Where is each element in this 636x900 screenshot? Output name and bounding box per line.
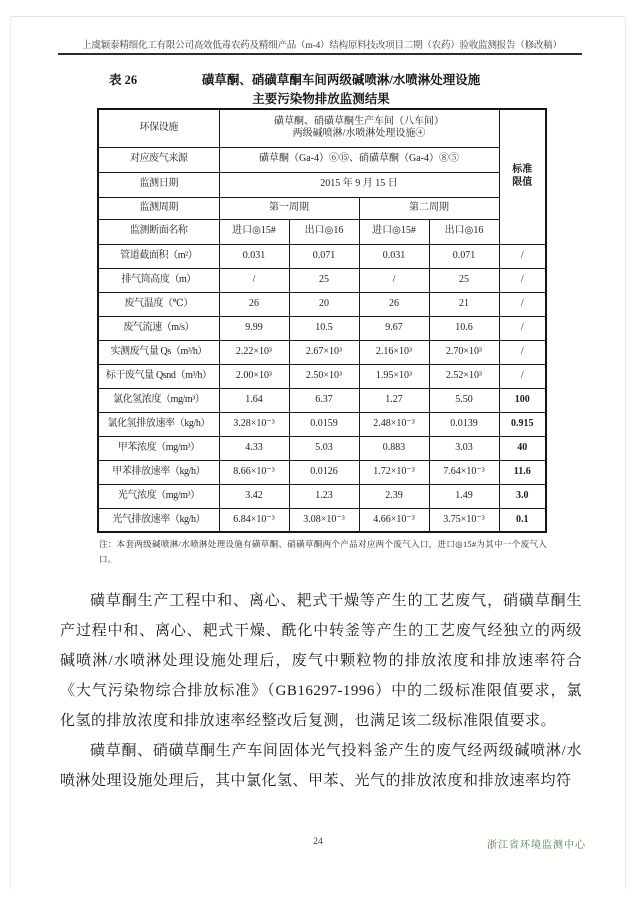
value-cell: 25	[289, 268, 359, 292]
paragraph: 磺草酮生产工程中和、离心、耙式干燥等产生的工艺废气，硝磺草酮生产过程中和、离心、耙式干燥、酰化中转釜等产生的工艺废气经独立的两级碱喷淋/水喷淋处理设施处理后，废气中颗粒物的排放浓度和排放速率符合《大气污染物综合排放标准》（GB16297-1996）中的二级标准限值要求，氯化氢的排放浓度和排放速率经整改后复测，也满足该二级标准限值要求。	[60, 593, 582, 729]
value-cell: 3.75×10⁻³	[429, 508, 499, 532]
limit-cell: 11.6	[499, 460, 546, 484]
running-header: 上虞颖泰精细化工有限公司高效低毒农药及精细产品（m-4）结构原料技改项目二期（农药）验收监测报告（修改稿）	[82, 41, 562, 51]
value-cell: 2.39	[359, 484, 429, 508]
row-label: 甲苯浓度（mg/m³）	[98, 436, 219, 460]
row-label: 氯化氢排放速率（kg/h）	[98, 412, 219, 436]
table-row	[98, 484, 546, 508]
table-row	[98, 364, 546, 388]
value-cell: 20	[289, 292, 359, 316]
value-cell: 1.64	[219, 388, 289, 412]
value-cell: 25	[429, 268, 499, 292]
table-number: 表 26	[109, 73, 138, 87]
value-cell: 2.67×10³	[289, 340, 359, 364]
value-cell: 0.071	[429, 244, 499, 268]
table-row	[98, 316, 546, 340]
value-cell: 4.33	[219, 436, 289, 460]
page-edge	[10, 16, 626, 17]
section-cell: 出口◎16	[429, 219, 499, 244]
row-label: 标干废气量 Qsnd（m³/h）	[98, 364, 219, 388]
limit-cell: 3.0	[499, 484, 546, 508]
limit-cell: 0.915	[499, 412, 546, 436]
paragraph: 磺草酮、硝磺草酮生产车间固体光气投料釜产生的废气经两级碱喷淋/水喷淋处理设施处理后，其中氯化氢、甲苯、光气的排放浓度和排放速率均符	[60, 743, 582, 789]
value-cell: 0.0126	[289, 460, 359, 484]
section-cell: 出口◎16	[289, 219, 359, 244]
table-footnote: 注：本套两级碱喷淋/水喷淋处理设施有磺草酮、硝磺草酮两个产品对应两个废气入口，进口◎15#为其中一个废气入口。	[99, 539, 547, 564]
value-cell: 10.6	[429, 316, 499, 340]
value-cell: 2.16×10³	[359, 340, 429, 364]
value-cell: 9.99	[219, 316, 289, 340]
row-label: 实测废气量 Qs（m³/h）	[98, 340, 219, 364]
table-row	[98, 268, 546, 292]
value-cell: 26	[219, 292, 289, 316]
limit-cell: 40	[499, 436, 546, 460]
value-cell: 2.48×10⁻³	[359, 412, 429, 436]
limit-cell: /	[499, 340, 546, 364]
header-rule	[58, 53, 582, 55]
row-label: 废气温度（℃）	[98, 292, 219, 316]
value-cell: 6.37	[289, 388, 359, 412]
table-caption	[97, 70, 545, 88]
value-cell: 0.0139	[429, 412, 499, 436]
section-cell: 进口◎15#	[359, 219, 429, 244]
value-cell: 7.64×10⁻³	[429, 460, 499, 484]
value-cell: 0.883	[359, 436, 429, 460]
info-cell: 2015 年 9 月 15 日	[219, 172, 499, 197]
value-cell: 1.95×10³	[359, 364, 429, 388]
row-label: 光气排放速率（kg/h）	[98, 508, 219, 532]
value-cell: 1.72×10⁻³	[359, 460, 429, 484]
row-label: 光气浓度（mg/m³）	[98, 484, 219, 508]
row-label: 甲苯排放速率（kg/h）	[98, 460, 219, 484]
value-cell: 26	[359, 292, 429, 316]
table-row	[98, 197, 546, 219]
row-label: 监测断面名称	[98, 219, 219, 244]
value-cell: 2.50×10³	[289, 364, 359, 388]
value-cell: 0.071	[289, 244, 359, 268]
row-label: 排气筒高度（m）	[98, 268, 219, 292]
row-label: 氯化氢浓度（mg/m³）	[98, 388, 219, 412]
table-title-line2: 主要污染物排放监测结果	[252, 92, 390, 106]
value-cell: 0.031	[359, 244, 429, 268]
value-cell: 8.66×10⁻³	[219, 460, 289, 484]
value-cell: 2.70×10³	[429, 340, 499, 364]
value-cell: 3.03	[429, 436, 499, 460]
table-row	[98, 340, 546, 364]
period-cell: 第二周期	[359, 197, 499, 219]
page-number: 24	[313, 837, 323, 847]
table-row	[98, 109, 546, 147]
row-label: 监测周期	[98, 197, 219, 219]
page-edge	[10, 16, 11, 890]
value-cell: 1.23	[289, 484, 359, 508]
period-cell: 第一周期	[219, 197, 359, 219]
value-cell: 1.49	[429, 484, 499, 508]
table-row	[98, 147, 546, 172]
table-row	[98, 292, 546, 316]
row-label: 废气流速（m/s）	[98, 316, 219, 340]
table-row	[98, 508, 546, 532]
limit-cell: /	[499, 292, 546, 316]
value-cell: 3.28×10⁻³	[219, 412, 289, 436]
value-cell: 21	[429, 292, 499, 316]
limit-cell: /	[499, 364, 546, 388]
value-cell: 2.00×10³	[219, 364, 289, 388]
info-cell: 磺草酮（Ga-4）⑥⑮、硝磺草酮（Ga-4）⑧⑤	[219, 147, 499, 172]
facility-cell: 磺草酮、硝磺草酮生产车间（八车间） 两级碱喷淋/水喷淋处理设施④	[219, 109, 499, 147]
page-edge	[625, 16, 626, 890]
value-cell: 0.031	[219, 244, 289, 268]
limit-header: 标准 限值	[499, 109, 546, 244]
limit-cell: /	[499, 244, 546, 268]
table-row	[98, 460, 546, 484]
table-row	[98, 244, 546, 268]
value-cell: 2.22×10³	[219, 340, 289, 364]
value-cell: 6.84×10⁻³	[219, 508, 289, 532]
value-cell: /	[359, 268, 429, 292]
limit-cell: 100	[499, 388, 546, 412]
section-cell: 进口◎15#	[219, 219, 289, 244]
row-label: 管道截面积（m²）	[98, 244, 219, 268]
value-cell: 0.0159	[289, 412, 359, 436]
table-row	[98, 219, 546, 244]
limit-cell: 0.1	[499, 508, 546, 532]
row-label: 环保设施	[98, 109, 219, 147]
limit-cell: /	[499, 268, 546, 292]
row-label: 监测日期	[98, 172, 219, 197]
table-row	[98, 388, 546, 412]
value-cell: 2.52×10³	[429, 364, 499, 388]
footer-organization: 浙江省环境监测中心	[487, 840, 586, 851]
monitoring-results-table	[97, 108, 547, 533]
value-cell: 4.66×10⁻³	[359, 508, 429, 532]
row-label: 对应废气来源	[98, 147, 219, 172]
value-cell: 9.67	[359, 316, 429, 340]
value-cell: 3.42	[219, 484, 289, 508]
table-row	[98, 436, 546, 460]
body-paragraphs	[60, 586, 582, 796]
limit-cell: /	[499, 316, 546, 340]
value-cell: 1.27	[359, 388, 429, 412]
value-cell: 3.08×10⁻³	[289, 508, 359, 532]
table-title-line1: 磺草酮、硝磺草酮车间两级碱喷淋/水喷淋处理设施	[201, 73, 481, 87]
value-cell: 10.5	[289, 316, 359, 340]
value-cell: 5.50	[429, 388, 499, 412]
table-row	[98, 412, 546, 436]
table-row	[98, 172, 546, 197]
value-cell: 5.03	[289, 436, 359, 460]
value-cell: /	[219, 268, 289, 292]
